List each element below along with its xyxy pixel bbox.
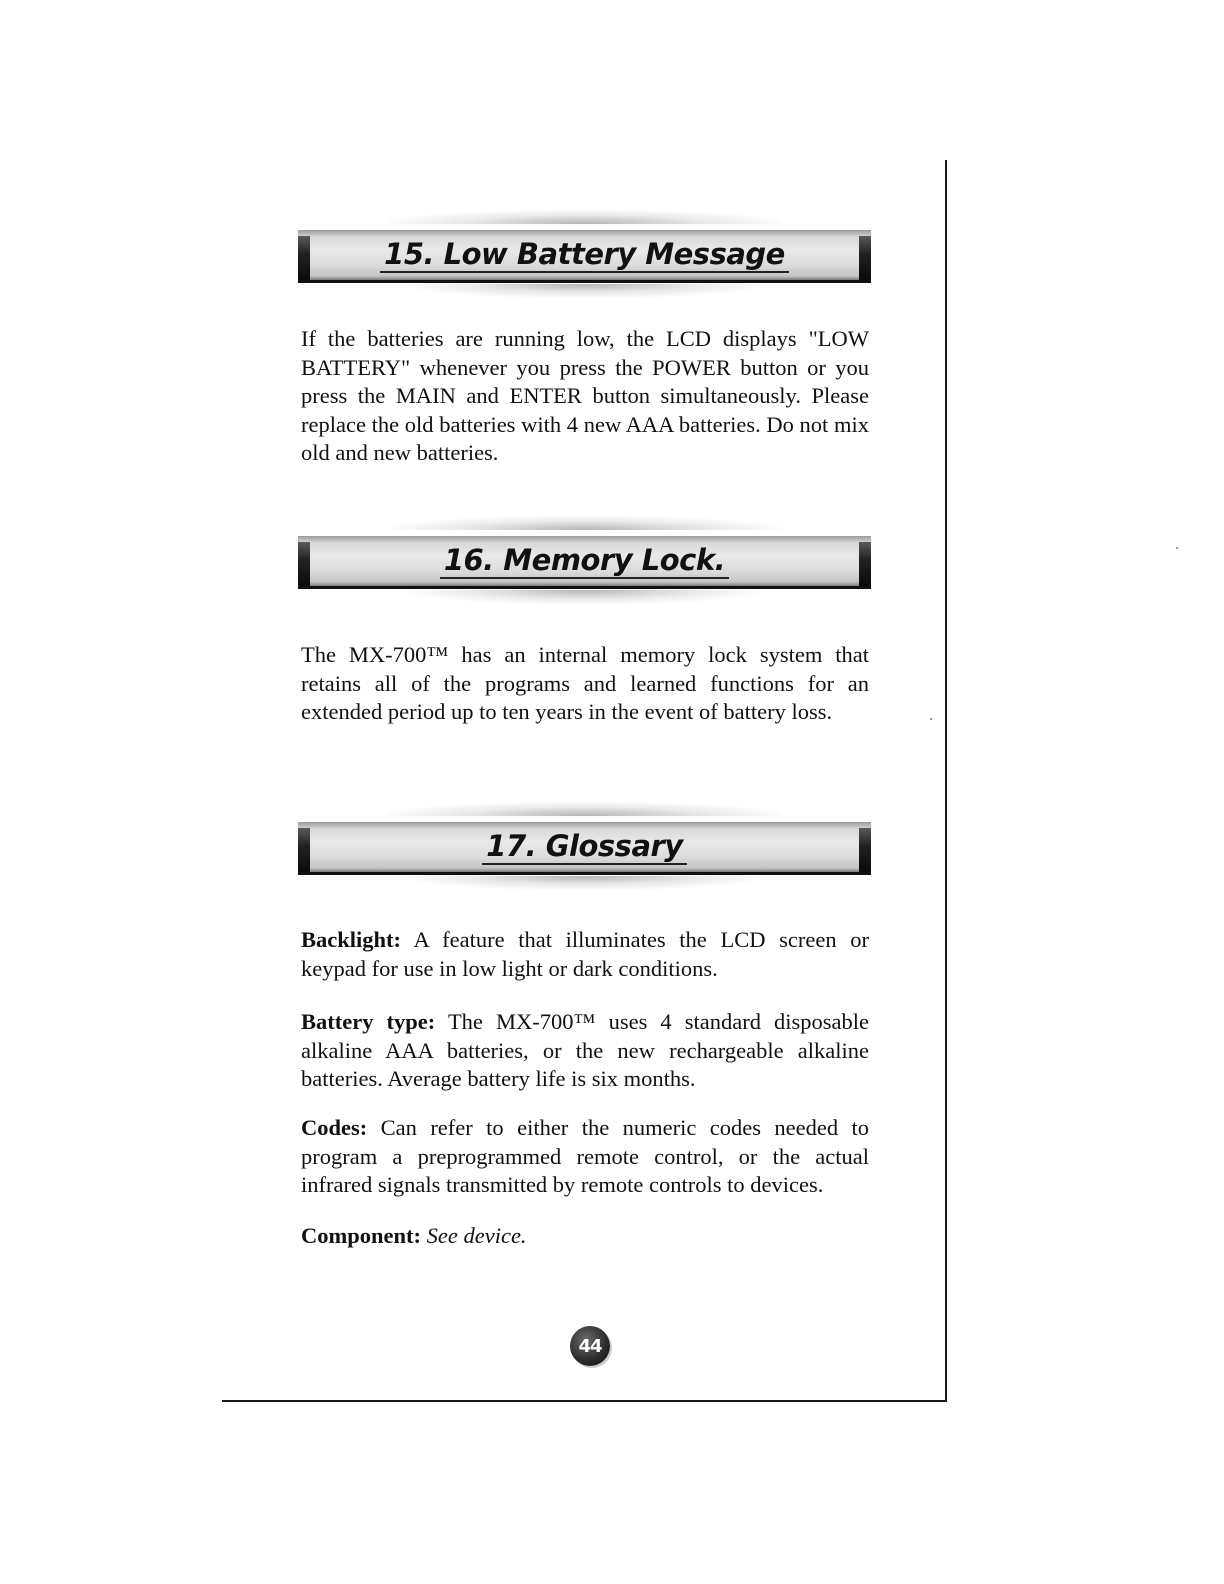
glossary-entry-component [301, 1222, 869, 1251]
page-right-rule [945, 160, 947, 1402]
banner-halo [388, 516, 781, 530]
glossary-definition: The MX-700™ uses 4 standard disposable alkaline AAA batteries, or the new rechargeable alkaline batteries. Average battery life is six months. [301, 1009, 870, 1091]
glossary-definition: A feature that illuminates the LCD screen or keypad for use in low light or dark conditions. [301, 927, 869, 981]
glossary-entry-codes [301, 1114, 869, 1200]
heading-text: 15. Low Battery Message [380, 237, 789, 273]
page-number: 44 [578, 1335, 602, 1357]
scan-speck [1176, 547, 1178, 549]
banner-halo [388, 210, 781, 224]
page-bottom-rule [222, 1400, 947, 1402]
section-16-heading [298, 540, 871, 580]
glossary-term: Component: [301, 1223, 422, 1248]
banner-halo [408, 590, 761, 604]
banner-halo [388, 802, 781, 816]
section-17-heading [298, 826, 871, 866]
scan-speck [930, 718, 932, 720]
glossary-entry-battery-type [301, 1008, 869, 1094]
glossary-term: Battery type: [301, 1009, 436, 1034]
section-16-paragraph: The MX-700™ has an internal memory lock system that retains all of the programs and learned functions for an extended period up to ten years in the event of battery loss. [301, 642, 869, 724]
glossary-entry-backlight [301, 926, 869, 983]
glossary-definition: Can refer to either the numeric codes needed to program a preprogrammed remote control, or the actual infrared signals transmitted by remote controls to devices. [301, 1115, 869, 1197]
glossary-term: Codes: [301, 1115, 368, 1140]
banner-halo [408, 284, 761, 298]
section-15-banner [298, 224, 871, 284]
glossary-term: Backlight: [301, 927, 402, 952]
section-16-banner [298, 530, 871, 590]
section-15-heading [298, 234, 871, 274]
glossary-definition: See device. [421, 1223, 527, 1248]
banner-halo [408, 876, 761, 890]
heading-text: 17. Glossary [482, 829, 686, 865]
section-17-banner [298, 816, 871, 876]
page-number-badge [570, 1326, 610, 1366]
section-15-paragraph: If the batteries are running low, the LCD displays "LOW BATTERY" whenever you press the POWER button or you press the MAIN and ENTER button simultaneously. Please replace the old batteries with 4 new AAA batteries. Do not mix old and new batteries. [301, 326, 869, 465]
heading-text: 16. Memory Lock. [440, 543, 729, 579]
